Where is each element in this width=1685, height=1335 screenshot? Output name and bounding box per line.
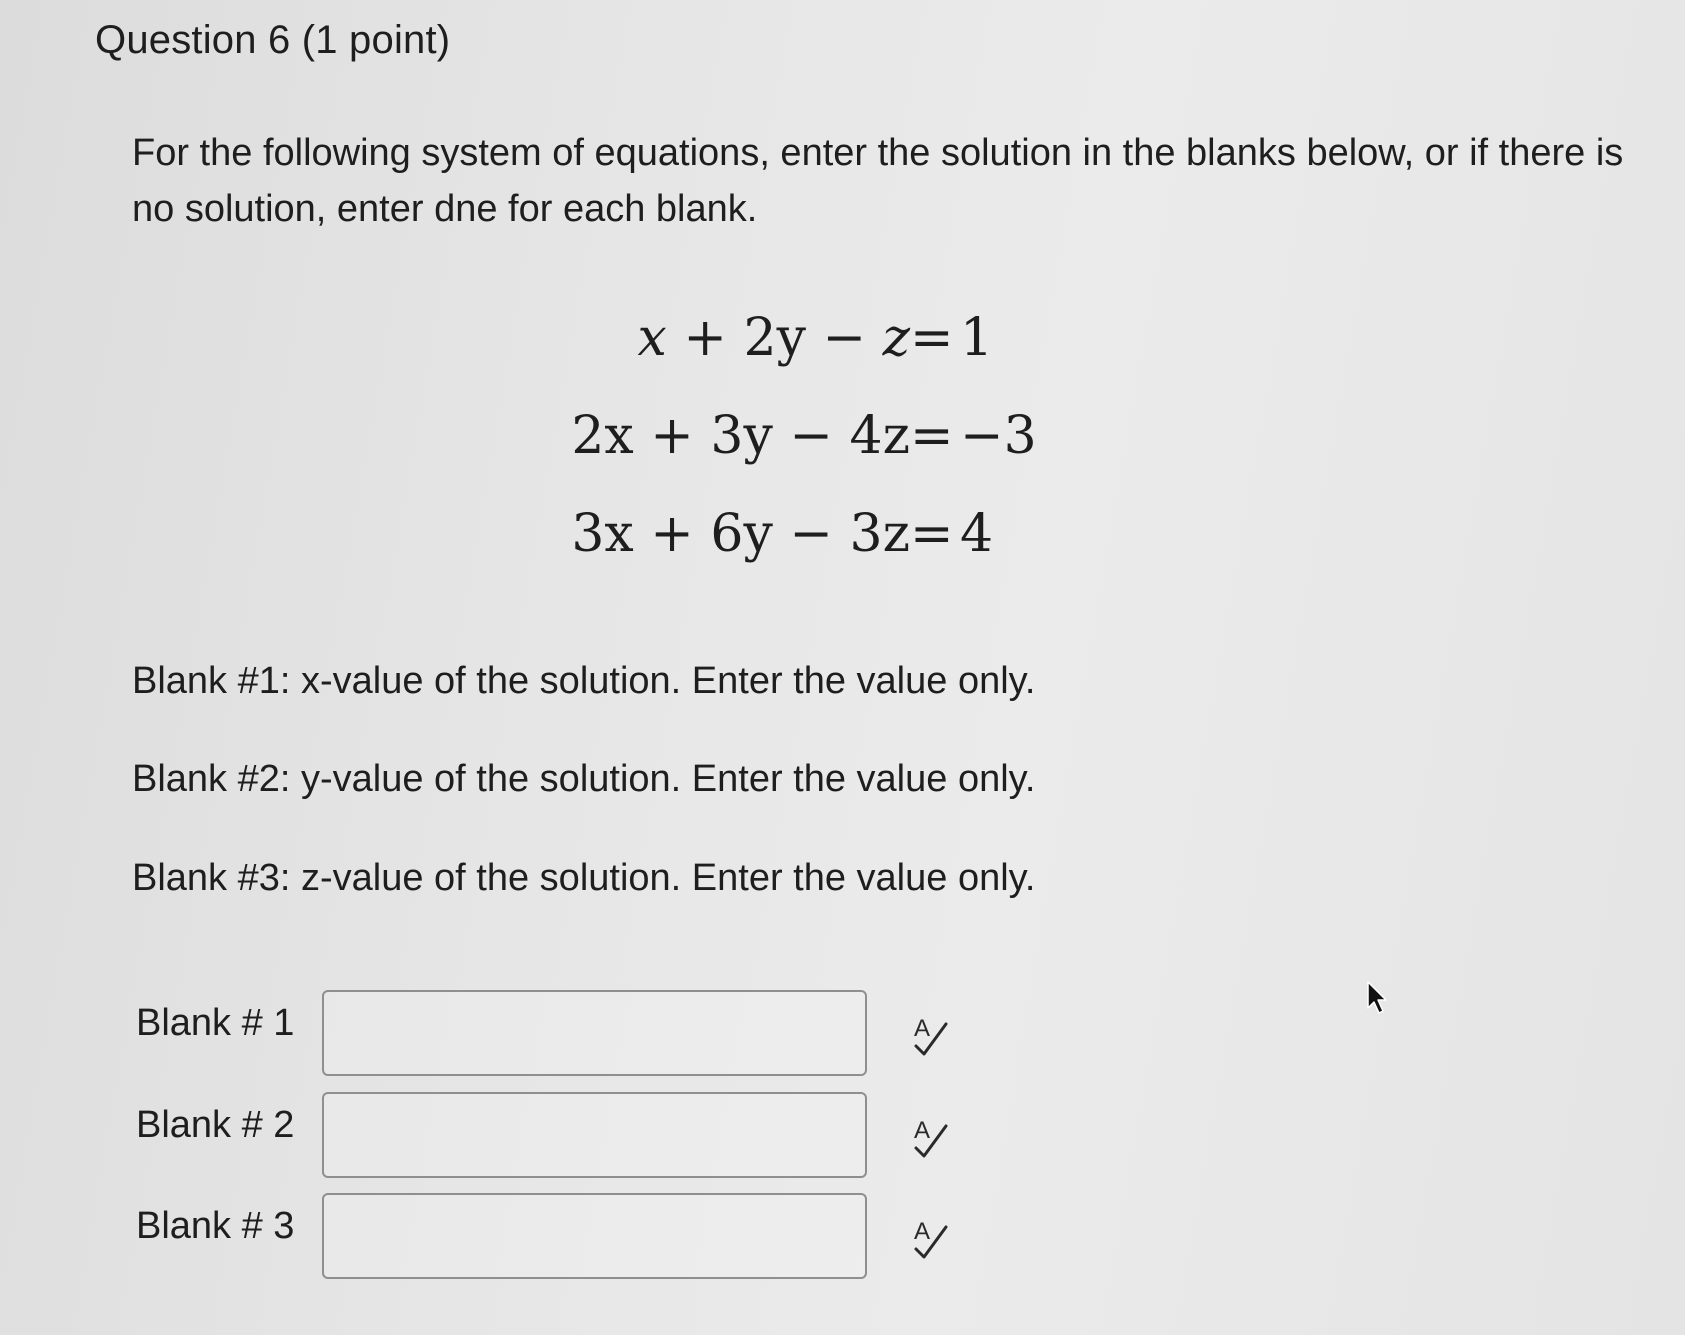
blank-1-input[interactable] bbox=[322, 990, 867, 1076]
instruction-blank-3: Blank #3: z-value of the solution. Enter the value only. bbox=[132, 857, 1036, 899]
blank-row-2 bbox=[130, 1092, 1030, 1182]
blank-label: Blank # 1 bbox=[136, 1002, 295, 1044]
equation-lhs: x + 2y − z bbox=[637, 308, 910, 368]
blank-label: Blank # 2 bbox=[136, 1104, 295, 1146]
equation-row-1 bbox=[560, 308, 1240, 406]
question-prompt: For the following system of equations, enter the solution in the blanks below, or if there is no solution, enter dne for each blank. bbox=[132, 132, 1624, 230]
instruction-blank-1: Blank #1: x-value of the solution. Enter the value only. bbox=[132, 660, 1036, 702]
spellcheck-icon[interactable] bbox=[910, 1012, 954, 1060]
equation-row-2 bbox=[560, 406, 1240, 504]
equation-row-3 bbox=[560, 504, 1240, 602]
equation-lhs: 2x + 3y − 4z bbox=[571, 406, 910, 466]
question-title: Question 6 (1 point) bbox=[95, 18, 451, 62]
mouse-cursor-icon bbox=[1364, 980, 1392, 1016]
blank-label: Blank # 3 bbox=[136, 1205, 295, 1247]
equation-system bbox=[560, 308, 1240, 602]
blank-row-3 bbox=[130, 1193, 1030, 1283]
svg-text:A: A bbox=[914, 1117, 931, 1144]
blank-3-input[interactable] bbox=[322, 1193, 867, 1279]
spellcheck-icon[interactable] bbox=[910, 1215, 954, 1263]
equation-rhs: 4 bbox=[960, 504, 994, 564]
blank-2-input[interactable] bbox=[322, 1092, 867, 1178]
equation-rhs: −3 bbox=[960, 406, 1037, 466]
equals-sign: = bbox=[910, 504, 954, 564]
blank-row-1 bbox=[130, 990, 1030, 1080]
svg-text:A: A bbox=[914, 1015, 931, 1042]
instruction-blank-2: Blank #2: y-value of the solution. Enter the value only. bbox=[132, 758, 1036, 800]
svg-text:A: A bbox=[914, 1218, 931, 1245]
equals-sign: = bbox=[910, 308, 954, 368]
spellcheck-icon[interactable] bbox=[910, 1114, 954, 1162]
equation-lhs: 3x + 6y − 3z bbox=[571, 504, 910, 564]
equals-sign: = bbox=[910, 406, 954, 466]
equation-rhs: 1 bbox=[960, 308, 994, 368]
